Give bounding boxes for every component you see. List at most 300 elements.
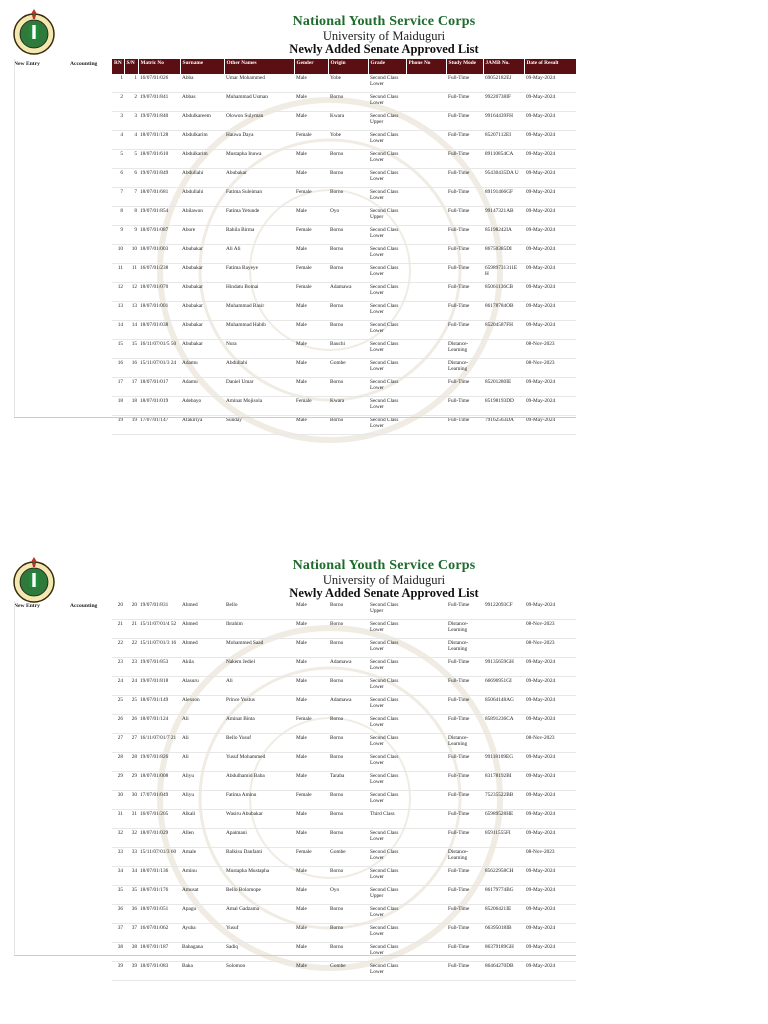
- cell-gender: Male: [294, 905, 328, 924]
- cell-sn: 28: [124, 753, 138, 772]
- cell-sn: 29: [124, 772, 138, 791]
- cell-date-of-result: 09-May-2024: [524, 677, 576, 696]
- cell-sn: 13: [124, 302, 138, 321]
- cell-surname: Abbas: [180, 93, 224, 112]
- cell-jamb-no: 69052182EJ: [483, 74, 524, 93]
- cell-origin: Borno: [328, 943, 368, 962]
- cell-grade: Second Class Lower: [368, 620, 406, 639]
- cell-grade: Second Class Lower: [368, 169, 406, 188]
- senate-list-table: [112, 601, 576, 981]
- cell-grade: Second Class Lower: [368, 677, 406, 696]
- cell-date-of-result: 09-May-2024: [524, 150, 576, 169]
- table-body: [112, 601, 576, 981]
- cell-sn: 12: [124, 283, 138, 302]
- cell-grade: Second Class Lower: [368, 283, 406, 302]
- cell-sn: 6: [124, 169, 138, 188]
- cell-study-mode: Full-Time: [446, 207, 483, 226]
- cell-matric-no: 17/07/01/049: [138, 791, 180, 810]
- cell-origin: Bauchi: [328, 340, 368, 359]
- cell-gender: Female: [294, 188, 328, 207]
- column-header-jamb-no: JAMB No.: [483, 59, 524, 74]
- cell-other-names: Mohammed Saad: [224, 639, 294, 658]
- cell-surname: Abubakar: [180, 340, 224, 359]
- cell-study-mode: Full-Time: [446, 829, 483, 848]
- cell-other-names: Bello Yusuf: [224, 734, 294, 753]
- cell-origin: Borno: [328, 169, 368, 188]
- cell-gender: Male: [294, 93, 328, 112]
- cell-study-mode: Full-Time: [446, 112, 483, 131]
- cell-sn: 27: [124, 734, 138, 753]
- cell-phone-no: [406, 639, 446, 658]
- cell-phone-no: [406, 620, 446, 639]
- cell-date-of-result: 08-Nov-2023: [524, 639, 576, 658]
- cell-surname: Adamu: [180, 359, 224, 378]
- cell-rn: 31: [112, 810, 124, 829]
- cell-rn: 34: [112, 867, 124, 886]
- cell-rn: 10: [112, 245, 124, 264]
- cell-study-mode: Full-Time: [446, 188, 483, 207]
- cell-surname: Abba: [180, 74, 224, 93]
- cell-grade: Second Class Lower: [368, 264, 406, 283]
- cell-grade: Second Class Lower: [368, 131, 406, 150]
- cell-gender: Female: [294, 791, 328, 810]
- cell-grade: Second Class Lower: [368, 321, 406, 340]
- cell-phone-no: [406, 905, 446, 924]
- cell-date-of-result: 09-May-2024: [524, 131, 576, 150]
- cell-gender: Female: [294, 397, 328, 416]
- table-bottom-rule: [14, 417, 576, 418]
- cell-study-mode: Distance-Learning: [446, 620, 483, 639]
- cell-matric-no: 15/11/07/01/4 52: [138, 620, 180, 639]
- cell-date-of-result: 09-May-2024: [524, 715, 576, 734]
- cell-origin: Adamawa: [328, 658, 368, 677]
- cell-surname: Abubakar: [180, 264, 224, 283]
- cell-surname: Ali: [180, 734, 224, 753]
- cell-matric-no: 18/07/01/083: [138, 962, 180, 981]
- cell-jamb-no: 85198193DD: [483, 397, 524, 416]
- cell-phone-no: [406, 112, 446, 131]
- cell-matric-no: 18/07/01/070: [138, 283, 180, 302]
- cell-origin: Borno: [328, 150, 368, 169]
- cell-grade: Second Class Lower: [368, 416, 406, 435]
- table-row: [112, 74, 576, 93]
- cell-jamb-no: 95430435DA U: [483, 169, 524, 188]
- cell-study-mode: Full-Time: [446, 810, 483, 829]
- cell-surname: Adamu: [180, 378, 224, 397]
- cell-grade: Second Class Upper: [368, 207, 406, 226]
- cell-study-mode: Full-Time: [446, 378, 483, 397]
- cell-other-names: Abdulhamid Baba: [224, 772, 294, 791]
- cell-matric-no: 18/07/01/003: [138, 245, 180, 264]
- cell-phone-no: [406, 207, 446, 226]
- cell-study-mode: Full-Time: [446, 791, 483, 810]
- cell-surname: Abdullahi: [180, 169, 224, 188]
- cell-surname: Amale: [180, 848, 224, 867]
- cell-surname: Adebayo: [180, 397, 224, 416]
- cell-gender: Female: [294, 264, 328, 283]
- cell-rn: 3: [112, 112, 124, 131]
- cell-phone-no: [406, 924, 446, 943]
- cell-other-names: Apaimani: [224, 829, 294, 848]
- cell-grade: Second Class Lower: [368, 696, 406, 715]
- cell-surname: Aliyu: [180, 791, 224, 810]
- cell-jamb-no: 89191466GF: [483, 188, 524, 207]
- table-row: [112, 283, 576, 302]
- cell-jamb-no: 75235522BB: [483, 791, 524, 810]
- cell-sn: 23: [124, 658, 138, 677]
- table-bottom-rule: [14, 955, 576, 956]
- cell-matric-no: 19/07/01/841: [138, 93, 180, 112]
- cell-study-mode: Full-Time: [446, 886, 483, 905]
- cell-sn: 39: [124, 962, 138, 981]
- cell-gender: Female: [294, 131, 328, 150]
- cell-grade: Second Class Upper: [368, 112, 406, 131]
- cell-rn: 11: [112, 264, 124, 283]
- cell-rn: 21: [112, 620, 124, 639]
- cell-rn: 7: [112, 188, 124, 207]
- cell-phone-no: [406, 378, 446, 397]
- cell-rn: 24: [112, 677, 124, 696]
- cell-rn: 26: [112, 715, 124, 734]
- cell-grade: Second Class Upper: [368, 601, 406, 620]
- cell-origin: Borno: [328, 677, 368, 696]
- cell-study-mode: Full-Time: [446, 397, 483, 416]
- cell-sn: 20: [124, 601, 138, 620]
- cell-rn: 36: [112, 905, 124, 924]
- cell-other-names: Muhammad Usman: [224, 93, 294, 112]
- cell-matric-no: 15/11/07/01/3 60: [138, 848, 180, 867]
- table-row: [112, 658, 576, 677]
- cell-origin: Kwara: [328, 397, 368, 416]
- cell-phone-no: [406, 340, 446, 359]
- cell-phone-no: [406, 397, 446, 416]
- cell-jamb-no: 85206421IE: [483, 905, 524, 924]
- cell-origin: Borno: [328, 378, 368, 397]
- cell-surname: Akila: [180, 658, 224, 677]
- cell-matric-no: 19/07/01/854: [138, 207, 180, 226]
- cell-date-of-result: 09-May-2024: [524, 188, 576, 207]
- cell-study-mode: Full-Time: [446, 696, 483, 715]
- cell-gender: Male: [294, 601, 328, 620]
- cell-rn: 4: [112, 131, 124, 150]
- cell-matric-no: 18/07/01/008: [138, 772, 180, 791]
- cell-study-mode: Full-Time: [446, 416, 483, 435]
- cell-origin: Gombe: [328, 962, 368, 981]
- cell-sn: 8: [124, 207, 138, 226]
- cell-date-of-result: 09-May-2024: [524, 245, 576, 264]
- cell-sn: 3: [124, 112, 138, 131]
- cell-rn: 28: [112, 753, 124, 772]
- cell-sn: 32: [124, 829, 138, 848]
- table-row: [112, 848, 576, 867]
- cell-other-names: Mustapha Mustapha: [224, 867, 294, 886]
- cell-matric-no: 15/11/07/01/3 24: [138, 359, 180, 378]
- cell-matric-no: 16/11/07/01/7 21: [138, 734, 180, 753]
- cell-origin: Borno: [328, 321, 368, 340]
- cell-jamb-no: [483, 359, 524, 378]
- cell-rn: 6: [112, 169, 124, 188]
- cell-surname: Aminu: [180, 867, 224, 886]
- cell-gender: Male: [294, 359, 328, 378]
- cell-date-of-result: 09-May-2024: [524, 397, 576, 416]
- cell-jamb-no: 79162563DA: [483, 416, 524, 435]
- cell-matric-no: 18/07/01/038: [138, 321, 180, 340]
- cell-jamb-no: 89110854CA: [483, 150, 524, 169]
- cell-origin: Borno: [328, 93, 368, 112]
- cell-origin: Borno: [328, 601, 368, 620]
- cell-phone-no: [406, 715, 446, 734]
- cell-sn: 30: [124, 791, 138, 810]
- cell-gender: Male: [294, 74, 328, 93]
- cell-gender: Male: [294, 639, 328, 658]
- cell-sn: 1: [124, 74, 138, 93]
- cell-matric-no: 18/07/01/176: [138, 886, 180, 905]
- cell-date-of-result: 09-May-2024: [524, 924, 576, 943]
- cell-jamb-no: 86178784OB: [483, 302, 524, 321]
- cell-surname: Alasuru: [180, 677, 224, 696]
- cell-study-mode: Full-Time: [446, 245, 483, 264]
- cell-study-mode: Full-Time: [446, 169, 483, 188]
- cell-grade: Second Class Lower: [368, 962, 406, 981]
- cell-jamb-no: 99122093CF: [483, 601, 524, 620]
- cell-grade: Second Class Lower: [368, 245, 406, 264]
- cell-phone-no: [406, 791, 446, 810]
- cell-other-names: Ibrahim: [224, 620, 294, 639]
- cell-rn: 20: [112, 601, 124, 620]
- cell-origin: Borno: [328, 867, 368, 886]
- cell-surname: Baka: [180, 962, 224, 981]
- cell-matric-no: 19/07/01/849: [138, 169, 180, 188]
- cell-gender: Male: [294, 943, 328, 962]
- left-border: [14, 59, 15, 417]
- cell-sn: 18: [124, 397, 138, 416]
- cell-gender: Male: [294, 416, 328, 435]
- cell-date-of-result: 09-May-2024: [524, 658, 576, 677]
- cell-origin: Borno: [328, 715, 368, 734]
- cell-jamb-no: 85911555FI: [483, 829, 524, 848]
- cell-sn: 15: [124, 340, 138, 359]
- cell-rn: 12: [112, 283, 124, 302]
- cell-grade: Second Class Lower: [368, 772, 406, 791]
- cell-date-of-result: 09-May-2024: [524, 753, 576, 772]
- cell-surname: Babagana: [180, 943, 224, 962]
- cell-study-mode: Distance-Learning: [446, 340, 483, 359]
- cell-surname: Afakiriya: [180, 416, 224, 435]
- cell-phone-no: [406, 601, 446, 620]
- cell-sn: 16: [124, 359, 138, 378]
- table-row: [112, 416, 576, 435]
- cell-study-mode: Full-Time: [446, 943, 483, 962]
- cell-gender: Male: [294, 924, 328, 943]
- cell-date-of-result: 08-Nov-2023: [524, 620, 576, 639]
- table-row: [112, 696, 576, 715]
- cell-date-of-result: 09-May-2024: [524, 867, 576, 886]
- cell-sn: 2: [124, 93, 138, 112]
- cell-origin: Borno: [328, 791, 368, 810]
- cell-rn: 19: [112, 416, 124, 435]
- cell-rn: 37: [112, 924, 124, 943]
- cell-origin: Borno: [328, 639, 368, 658]
- cell-study-mode: Full-Time: [446, 131, 483, 150]
- cell-matric-no: 16/11/07/01/5 50: [138, 340, 180, 359]
- cell-matric-no: 18/07/01/001: [138, 302, 180, 321]
- cell-gender: Male: [294, 169, 328, 188]
- cell-date-of-result: 08-Nov-2023: [524, 734, 576, 753]
- cell-grade: Second Class Lower: [368, 753, 406, 772]
- cell-jamb-no: 83178192BI: [483, 772, 524, 791]
- cell-origin: Borno: [328, 829, 368, 848]
- table-row: [112, 905, 576, 924]
- cell-jamb-no: 85622958CH: [483, 867, 524, 886]
- cell-matric-no: 16/07/01/205: [138, 810, 180, 829]
- cell-other-names: Wasiru Abubakar: [224, 810, 294, 829]
- cell-sn: 25: [124, 696, 138, 715]
- cell-study-mode: Distance-Learning: [446, 734, 483, 753]
- cell-study-mode: Distance-Learning: [446, 359, 483, 378]
- cell-gender: Male: [294, 620, 328, 639]
- cell-matric-no: 18/07/01/149: [138, 696, 180, 715]
- cell-matric-no: 18/07/01/187: [138, 943, 180, 962]
- cell-other-names: Fatima Suleiman: [224, 188, 294, 207]
- cell-surname: Abdullahi: [180, 188, 224, 207]
- cell-matric-no: 16/07/01/062: [138, 924, 180, 943]
- cell-matric-no: 18/07/01/019: [138, 397, 180, 416]
- cell-gender: Male: [294, 772, 328, 791]
- cell-date-of-result: 09-May-2024: [524, 207, 576, 226]
- cell-rn: 27: [112, 734, 124, 753]
- table-row: [112, 245, 576, 264]
- column-header-grade: Grade: [368, 59, 406, 74]
- table-row: [112, 397, 576, 416]
- column-header-origin: Origin: [328, 59, 368, 74]
- table-row: [112, 150, 576, 169]
- cell-date-of-result: 09-May-2024: [524, 810, 576, 829]
- table-row: [112, 321, 576, 340]
- cell-study-mode: Full-Time: [446, 924, 483, 943]
- cell-phone-no: [406, 302, 446, 321]
- cell-jamb-no: 86464270DB: [483, 962, 524, 981]
- cell-jamb-no: 85204587FH: [483, 321, 524, 340]
- cell-surname: Abdulkarim: [180, 150, 224, 169]
- cell-study-mode: Full-Time: [446, 905, 483, 924]
- cell-sn: 31: [124, 810, 138, 829]
- column-header-other-names: Other Names: [224, 59, 294, 74]
- cell-other-names: Fatima Aminu: [224, 791, 294, 810]
- cell-rn: 13: [112, 302, 124, 321]
- table-body: [112, 74, 576, 435]
- cell-sn: 38: [124, 943, 138, 962]
- cell-sn: 35: [124, 886, 138, 905]
- cell-rn: 18: [112, 397, 124, 416]
- cell-rn: 38: [112, 943, 124, 962]
- cell-sn: 7: [124, 188, 138, 207]
- cell-date-of-result: 08-Nov-2023: [524, 848, 576, 867]
- cell-phone-no: [406, 359, 446, 378]
- cell-jamb-no: 65989528HE: [483, 810, 524, 829]
- cell-jamb-no: 65989731311E H: [483, 264, 524, 283]
- column-header-date-of-result: Date of Result: [524, 59, 576, 74]
- cell-matric-no: 15/11/07/01/3 16: [138, 639, 180, 658]
- cell-rn: 39: [112, 962, 124, 981]
- cell-matric-no: 17/07/01/147: [138, 416, 180, 435]
- column-header-surname: Surname: [180, 59, 224, 74]
- cell-date-of-result: 09-May-2024: [524, 905, 576, 924]
- cell-sn: 17: [124, 378, 138, 397]
- table-row: [112, 810, 576, 829]
- cell-other-names: Bello Bolomope: [224, 886, 294, 905]
- cell-phone-no: [406, 264, 446, 283]
- list-title: Newly Added Senate Approved List: [289, 42, 479, 56]
- cell-matric-no: 19/07/01/818: [138, 677, 180, 696]
- cell-date-of-result: 09-May-2024: [524, 226, 576, 245]
- cell-surname: Allen: [180, 829, 224, 848]
- cell-surname: Alkali: [180, 810, 224, 829]
- table-row: [112, 962, 576, 981]
- cell-phone-no: [406, 677, 446, 696]
- cell-other-names: Rahila Birma: [224, 226, 294, 245]
- cell-rn: 16: [112, 359, 124, 378]
- cell-phone-no: [406, 283, 446, 302]
- cell-other-names: Amal Gadzama: [224, 905, 294, 924]
- cell-other-names: Sunday: [224, 416, 294, 435]
- cell-gender: Male: [294, 658, 328, 677]
- cell-gender: Male: [294, 378, 328, 397]
- cell-jamb-no: [483, 639, 524, 658]
- table-row: [112, 264, 576, 283]
- cell-study-mode: Full-Time: [446, 962, 483, 981]
- cell-other-names: Nura: [224, 340, 294, 359]
- cell-date-of-result: 09-May-2024: [524, 943, 576, 962]
- cell-sn: 37: [124, 924, 138, 943]
- cell-study-mode: Full-Time: [446, 302, 483, 321]
- cell-phone-no: [406, 226, 446, 245]
- page-header: [0, 548, 768, 606]
- cell-jamb-no: [483, 340, 524, 359]
- cell-rn: 1: [112, 74, 124, 93]
- cell-rn: 22: [112, 639, 124, 658]
- cell-grade: Second Class Lower: [368, 188, 406, 207]
- cell-phone-no: [406, 772, 446, 791]
- table-row: [112, 620, 576, 639]
- cell-grade: Second Class Lower: [368, 924, 406, 943]
- cell-gender: Male: [294, 734, 328, 753]
- table-row: [112, 378, 576, 397]
- cell-rn: 33: [112, 848, 124, 867]
- cell-sn: 4: [124, 131, 138, 150]
- table-row: [112, 677, 576, 696]
- cell-surname: Apagu: [180, 905, 224, 924]
- cell-date-of-result: 08-Nov-2023: [524, 340, 576, 359]
- cell-origin: Borno: [328, 416, 368, 435]
- cell-gender: Male: [294, 962, 328, 981]
- cell-other-names: Nakem Jediel: [224, 658, 294, 677]
- cell-origin: Adamawa: [328, 696, 368, 715]
- cell-study-mode: Full-Time: [446, 264, 483, 283]
- cell-gender: Male: [294, 302, 328, 321]
- cell-matric-no: 18/07/01/610: [138, 150, 180, 169]
- cell-matric-no: 18/07/01/051: [138, 905, 180, 924]
- cell-origin: Adamawa: [328, 283, 368, 302]
- list-page: [0, 548, 768, 975]
- cell-grade: Second Class Lower: [368, 74, 406, 93]
- cell-grade: Second Class Lower: [368, 340, 406, 359]
- cell-sn: 9: [124, 226, 138, 245]
- cell-grade: Second Class Lower: [368, 378, 406, 397]
- cell-surname: Ayuba: [180, 924, 224, 943]
- cell-gender: Male: [294, 340, 328, 359]
- table-row: [112, 715, 576, 734]
- column-header-phone-no: Phone No: [406, 59, 446, 74]
